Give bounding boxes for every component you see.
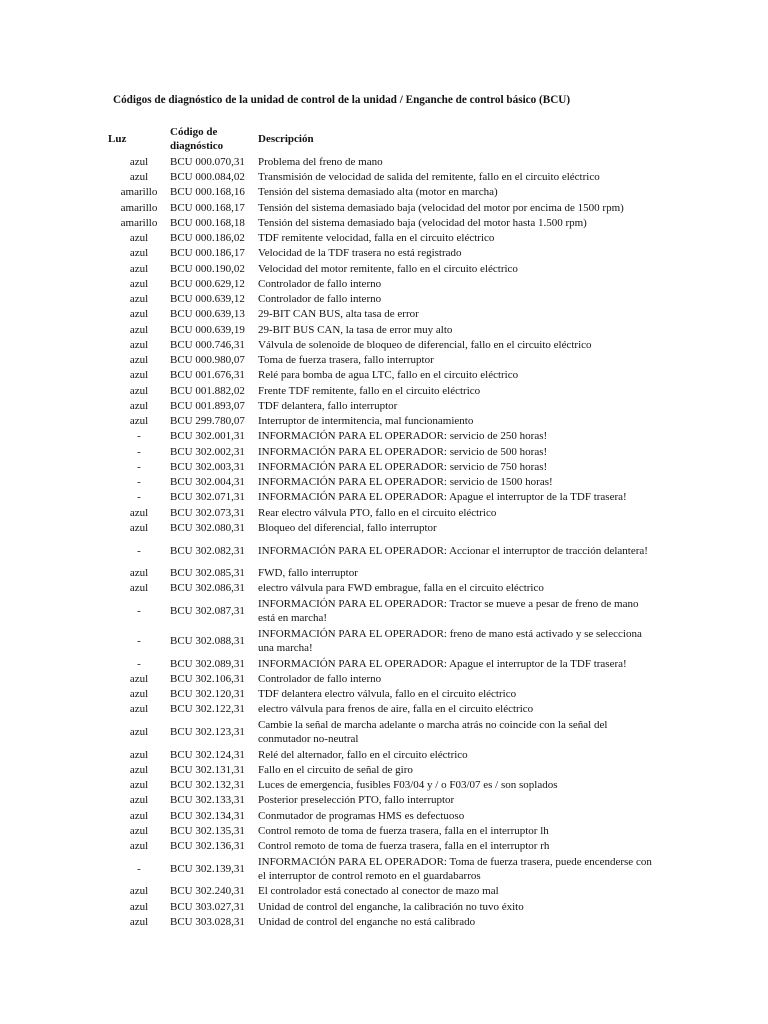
cell-description: 29-BIT CAN BUS, alta tasa de error xyxy=(258,308,419,321)
cell-light: - xyxy=(137,476,141,489)
cell-code: BCU 303.028,31 xyxy=(170,915,245,928)
cell-code: BCU 000.746,31 xyxy=(170,338,245,351)
cell-code: BCU 302.088,31 xyxy=(170,635,245,647)
cell-description: Controlador de fallo interno xyxy=(258,672,382,685)
cell-light: azul xyxy=(129,232,149,245)
cell-light: azul xyxy=(129,703,149,716)
cell-description: Tensión del sistema demasiado baja (velocidad del motor por encima de 1500 rpm) xyxy=(258,201,624,214)
table-row xyxy=(108,566,653,581)
cell-code: BCU 302.003,31 xyxy=(170,460,245,473)
table-row xyxy=(108,763,653,778)
table-row xyxy=(108,460,653,475)
table-row xyxy=(108,186,653,201)
cell-code: BCU 302.087,31 xyxy=(170,605,245,617)
table-header-row xyxy=(108,124,653,155)
cell-light: azul xyxy=(129,672,149,685)
cell-description: Luces de emergencia, fusibles F03/04 y / o F03/07 es / son soplados xyxy=(258,779,558,792)
cell-description: Transmisión de velocidad de salida del remitente, fallo en el circuito eléctrico xyxy=(258,171,600,184)
cell-description: 29-BIT BUS CAN, la tasa de error muy alto xyxy=(258,323,453,336)
cell-description: Rear electro válvula PTO, fallo en el circuito eléctrico xyxy=(258,506,497,519)
cell-light: amarillo xyxy=(120,216,158,229)
cell-light: azul xyxy=(129,155,149,168)
table-row xyxy=(108,262,653,277)
cell-light: - xyxy=(137,605,141,617)
cell-code: BCU 302.133,31 xyxy=(170,794,245,807)
table-row xyxy=(108,475,653,490)
table-row xyxy=(108,292,653,307)
cell-light: azul xyxy=(129,277,149,290)
cell-light: azul xyxy=(129,338,149,351)
cell-light: - xyxy=(137,635,141,647)
cell-light: azul xyxy=(129,885,149,898)
cell-code: BCU 302.086,31 xyxy=(170,582,245,595)
cell-description: INFORMACIÓN PARA EL OPERADOR: servicio de 750 horas! xyxy=(258,460,548,473)
cell-description: INFORMACIÓN PARA EL OPERADOR: Apague el interruptor de la TDF trasera! xyxy=(258,657,627,670)
cell-description: Relé del alternador, fallo en el circuito eléctrico xyxy=(258,748,468,761)
cell-description: TDF remitente velocidad, falla en el circuito eléctrico xyxy=(258,232,495,245)
cell-description: Tensión del sistema demasiado alta (motor en marcha) xyxy=(258,186,498,199)
cell-light: - xyxy=(137,430,141,443)
table-row xyxy=(108,687,653,702)
cell-code: BCU 302.071,31 xyxy=(170,491,245,504)
table-row xyxy=(108,384,653,399)
table-body xyxy=(108,155,653,930)
cell-code: BCU 000.639,12 xyxy=(170,293,245,306)
table-row xyxy=(108,491,653,506)
cell-code: BCU 302.139,31 xyxy=(170,862,245,875)
cell-code: BCU 303.027,31 xyxy=(170,900,245,913)
cell-description: TDF delantera electro válvula, fallo en el circuito eléctrico xyxy=(258,688,517,701)
table-row xyxy=(108,216,653,231)
cell-code: BCU 302.089,31 xyxy=(170,657,245,670)
cell-description: Problema del freno de mano xyxy=(258,155,383,168)
table-row xyxy=(108,414,653,429)
cell-light: azul xyxy=(129,779,149,792)
table-row xyxy=(108,778,653,793)
cell-description: Control remoto de toma de fuerza trasera, falla en el interruptor rh xyxy=(258,840,550,853)
cell-code: BCU 001.882,02 xyxy=(170,384,245,397)
table-row xyxy=(108,718,653,748)
cell-code: BCU 000.980,07 xyxy=(170,354,245,367)
table-row xyxy=(108,323,653,338)
cell-light: azul xyxy=(129,521,149,534)
table-row xyxy=(108,247,653,262)
cell-code: BCU 302.073,31 xyxy=(170,506,245,519)
cell-light: - xyxy=(137,862,141,875)
cell-code: BCU 302.134,31 xyxy=(170,809,245,822)
cell-light: - xyxy=(137,460,141,473)
table-row xyxy=(108,900,653,915)
table-row xyxy=(108,855,653,885)
cell-light: azul xyxy=(129,824,149,837)
cell-description: INFORMACIÓN PARA EL OPERADOR: servicio de 250 horas! xyxy=(258,430,548,443)
cell-light: azul xyxy=(129,582,149,595)
cell-description: INFORMACIÓN PARA EL OPERADOR: Apague el interruptor de la TDF trasera! xyxy=(258,491,627,504)
cell-light: azul xyxy=(129,262,149,275)
table-row xyxy=(108,627,653,657)
cell-description: INFORMACIÓN PARA EL OPERADOR: Toma de fuerza trasera, puede encenderse con el interruptor de control remoto en el guardabarros xyxy=(258,856,652,882)
table-row xyxy=(108,231,653,246)
cell-light: azul xyxy=(129,384,149,397)
table-row xyxy=(108,915,653,930)
cell-light: azul xyxy=(129,308,149,321)
table-row xyxy=(108,839,653,854)
header-light: Luz xyxy=(108,132,127,145)
cell-light: azul xyxy=(129,415,149,428)
table-row xyxy=(108,399,653,414)
cell-description: Controlador de fallo interno xyxy=(258,277,382,290)
cell-description: Cambie la señal de marcha adelante o marcha atrás no coincide con la señal del conmutador no-neutral xyxy=(258,719,608,745)
cell-code: BCU 302.002,31 xyxy=(170,445,245,458)
cell-code: BCU 001.676,31 xyxy=(170,369,245,382)
cell-light: azul xyxy=(129,567,149,580)
cell-code: BCU 000.186,17 xyxy=(170,247,245,260)
table-row xyxy=(108,672,653,687)
table-row xyxy=(108,703,653,718)
table-row xyxy=(108,277,653,292)
header-code: Código de diagnóstico xyxy=(170,126,224,152)
cell-code: BCU 302.080,31 xyxy=(170,521,245,534)
cell-light: azul xyxy=(129,915,149,928)
cell-code: BCU 302.135,31 xyxy=(170,824,245,837)
cell-light: amarillo xyxy=(120,186,158,199)
cell-light: azul xyxy=(129,748,149,761)
cell-code: BCU 302.085,31 xyxy=(170,567,245,580)
cell-code: BCU 302.123,31 xyxy=(170,726,245,738)
cell-light: azul xyxy=(129,293,149,306)
cell-code: BCU 302.120,31 xyxy=(170,688,245,701)
cell-light: azul xyxy=(129,171,149,184)
cell-light: azul xyxy=(129,809,149,822)
cell-description: Velocidad de la TDF trasera no está registrado xyxy=(258,247,462,260)
cell-description: Frente TDF remitente, fallo en el circuito eléctrico xyxy=(258,384,481,397)
cell-light: azul xyxy=(129,369,149,382)
cell-light: azul xyxy=(129,399,149,412)
table-row xyxy=(108,824,653,839)
table-row xyxy=(108,430,653,445)
table-row xyxy=(108,597,653,627)
cell-light: azul xyxy=(129,354,149,367)
cell-light: azul xyxy=(129,900,149,913)
cell-code: BCU 302.082,31 xyxy=(170,544,245,557)
cell-description: Posterior preselección PTO, fallo interruptor xyxy=(258,794,455,807)
table-row xyxy=(108,155,653,170)
cell-light: azul xyxy=(129,323,149,336)
cell-light: azul xyxy=(129,688,149,701)
cell-light: azul xyxy=(129,840,149,853)
table-row xyxy=(108,748,653,763)
cell-code: BCU 000.639,19 xyxy=(170,323,245,336)
cell-code: BCU 000.070,31 xyxy=(170,155,245,168)
table-row xyxy=(108,308,653,323)
table-row xyxy=(108,506,653,521)
cell-code: BCU 000.084,02 xyxy=(170,171,245,184)
cell-code: BCU 000.168,16 xyxy=(170,186,245,199)
cell-code: BCU 302.106,31 xyxy=(170,672,245,685)
cell-light: azul xyxy=(129,506,149,519)
cell-description: Conmutador de programas HMS es defectuoso xyxy=(258,809,465,822)
cell-code: BCU 000.639,13 xyxy=(170,308,245,321)
cell-description: INFORMACIÓN PARA EL OPERADOR: servicio de 1500 horas! xyxy=(258,476,553,489)
cell-light: azul xyxy=(129,726,149,738)
cell-code: BCU 302.004,31 xyxy=(170,476,245,489)
cell-light: azul xyxy=(129,763,149,776)
diagnostic-codes-table xyxy=(108,124,653,930)
cell-code: BCU 302.122,31 xyxy=(170,703,245,716)
cell-light: - xyxy=(137,445,141,458)
cell-description: INFORMACIÓN PARA EL OPERADOR: Accionar el interruptor de tracción delantera! xyxy=(258,544,648,557)
cell-description: Fallo en el circuito de señal de giro xyxy=(258,763,413,776)
cell-description: INFORMACIÓN PARA EL OPERADOR: servicio de 500 horas! xyxy=(258,445,548,458)
table-row xyxy=(108,170,653,185)
cell-description: Toma de fuerza trasera, fallo interruptor xyxy=(258,354,434,367)
table-row xyxy=(108,445,653,460)
cell-code: BCU 299.780,07 xyxy=(170,415,245,428)
cell-light: - xyxy=(137,544,141,557)
cell-description: TDF delantera, fallo interruptor xyxy=(258,399,398,412)
document-title: Códigos de diagnóstico de la unidad de control de la unidad / Enganche de control básico (BCU) xyxy=(113,94,571,106)
table-row xyxy=(108,521,653,536)
cell-code: BCU 000.190,02 xyxy=(170,262,245,275)
cell-description: Unidad de control del enganche, la calibración no tuvo éxito xyxy=(258,900,524,913)
cell-code: BCU 302.132,31 xyxy=(170,779,245,792)
table-row xyxy=(108,369,653,384)
cell-light: amarillo xyxy=(120,201,158,214)
cell-light: - xyxy=(137,657,141,670)
cell-code: BCU 302.131,31 xyxy=(170,763,245,776)
cell-light: - xyxy=(137,491,141,504)
table-row xyxy=(108,353,653,368)
cell-code: BCU 000.168,17 xyxy=(170,201,245,214)
cell-description: INFORMACIÓN PARA EL OPERADOR: freno de mano está activado y se selecciona una marcha! xyxy=(258,628,642,654)
cell-description: Velocidad del motor remitente, fallo en el circuito eléctrico xyxy=(258,262,518,275)
table-row xyxy=(108,536,653,566)
table-row xyxy=(108,338,653,353)
cell-code: BCU 001.893,07 xyxy=(170,399,245,412)
cell-code: BCU 302.136,31 xyxy=(170,840,245,853)
table-row xyxy=(108,582,653,597)
cell-description: Bloqueo del diferencial, fallo interruptor xyxy=(258,521,437,534)
cell-code: BCU 000.186,02 xyxy=(170,232,245,245)
cell-description: Control remoto de toma de fuerza trasera, falla en el interruptor lh xyxy=(258,824,549,837)
table-row xyxy=(108,885,653,900)
cell-code: BCU 302.001,31 xyxy=(170,430,245,443)
cell-description: Controlador de fallo interno xyxy=(258,293,382,306)
cell-code: BCU 000.629,12 xyxy=(170,277,245,290)
cell-code: BCU 302.240,31 xyxy=(170,885,245,898)
cell-code: BCU 302.124,31 xyxy=(170,748,245,761)
cell-description: FWD, fallo interruptor xyxy=(258,567,358,580)
cell-description: electro válvula para FWD embrague, falla en el circuito eléctrico xyxy=(258,582,544,595)
cell-description: Relé para bomba de agua LTC, fallo en el circuito eléctrico xyxy=(258,369,519,382)
cell-code: BCU 000.168,18 xyxy=(170,216,245,229)
cell-description: Unidad de control del enganche no está calibrado xyxy=(258,915,476,928)
cell-description: INFORMACIÓN PARA EL OPERADOR: Tractor se mueve a pesar de freno de mano está en marcha! xyxy=(258,598,639,624)
cell-light: azul xyxy=(129,794,149,807)
cell-light: azul xyxy=(129,247,149,260)
cell-description: Tensión del sistema demasiado baja (velocidad del motor hasta 1.500 rpm) xyxy=(258,216,587,229)
table-row xyxy=(108,794,653,809)
table-row xyxy=(108,201,653,216)
cell-description: El controlador está conectado al conector de mazo mal xyxy=(258,885,499,898)
table-row xyxy=(108,657,653,672)
header-description: Descripción xyxy=(258,132,314,145)
cell-description: electro válvula para frenos de aire, falla en el circuito eléctrico xyxy=(258,703,534,716)
table-row xyxy=(108,809,653,824)
cell-description: Interruptor de intermitencia, mal funcionamiento xyxy=(258,415,474,428)
cell-description: Válvula de solenoide de bloqueo de diferencial, fallo en el circuito eléctrico xyxy=(258,338,592,351)
